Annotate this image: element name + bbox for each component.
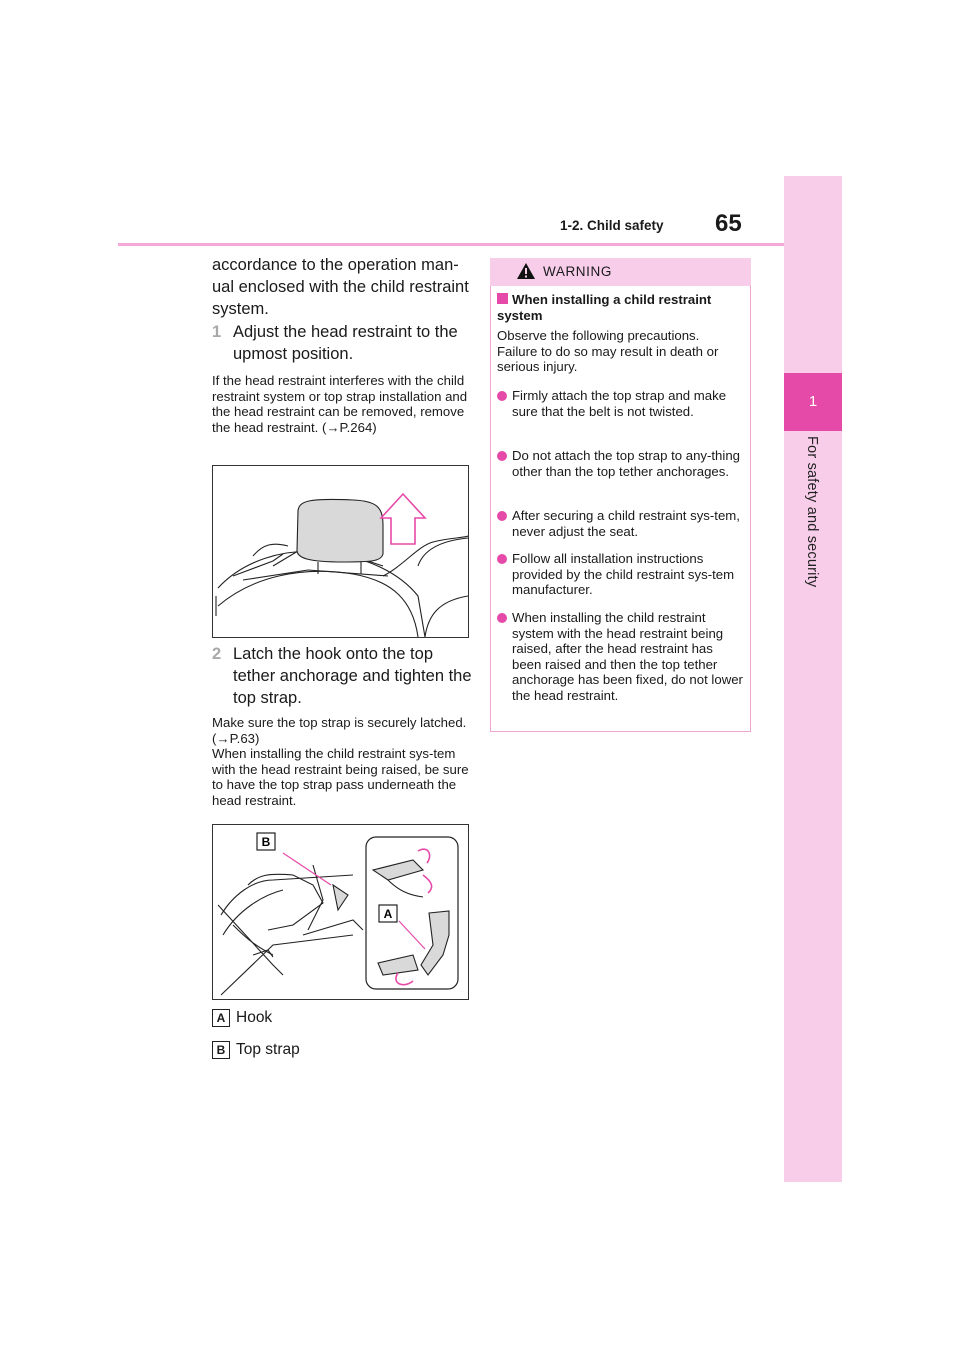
square-bullet-icon — [497, 293, 508, 304]
warning-bullet-3: After securing a child restraint sys-tem, never adjust the seat. — [512, 508, 740, 539]
top-strap-illustration — [213, 825, 468, 999]
chapter-label — [782, 436, 840, 796]
legend-item-a — [212, 1009, 272, 1027]
warning-intro: Observe the following precautions. Failure to do so may result in death or serious injury. — [497, 328, 719, 374]
warning-title: WARNING — [543, 264, 612, 279]
warning-bullet-2: Do not attach the top strap to any-thing other than the top tether anchorages. — [512, 448, 740, 479]
warning-bullet-5: When installing the child restraint system with the head restraint being raised, after the head restraint has been raised and then the top tether anchorage has been fixed, do not lower the head restraint. — [512, 610, 743, 703]
bullet-icon — [497, 391, 507, 401]
legend-key-a: A — [212, 1009, 230, 1027]
legend-text-a: Hook — [236, 1009, 273, 1027]
warning-bullet-1: Firmly attach the top strap and make sure that the belt is not twisted. — [512, 388, 727, 419]
figure-label-a: A — [383, 907, 393, 921]
header-rule — [118, 243, 784, 246]
warning-heading — [497, 292, 743, 323]
warning-heading-text: When installing a child restraint system — [497, 292, 712, 323]
step-2-number: 2 — [212, 645, 222, 663]
warning-triangle-icon — [516, 262, 536, 280]
bullet-icon — [497, 451, 507, 461]
legend-key-b: B — [212, 1041, 230, 1059]
bullet-icon — [497, 613, 507, 623]
head-restraint-figure — [212, 465, 469, 638]
step-1-text: Adjust the head restraint to the upmost position. — [233, 323, 458, 363]
legend-text-b: Top strap — [236, 1041, 300, 1059]
intro-text: accordance to the operation man- ual enclosed with the child restraint system. — [212, 256, 469, 318]
top-strap-figure — [212, 824, 469, 1000]
chapter-number: 1 — [784, 373, 842, 431]
chapter-label-text: For safety and security — [804, 436, 820, 588]
step-1-number: 1 — [212, 323, 222, 341]
bullet-icon — [497, 554, 507, 564]
section-title: 1-2. Child safety — [560, 218, 664, 233]
step-1-note: If the head restraint interferes with the child restraint system or top strap installation and the head restraint can be removed, remove the head restraint. (→P.264) — [212, 373, 468, 435]
legend-item-b — [212, 1041, 300, 1059]
step-2-text: Latch the hook onto the top tether anchorage and tighten the top strap. — [233, 645, 472, 707]
step-2-note: Make sure the top strap is securely latched. (→P.63) When installing the child restraint sys-tem with the head restraint being raised, be sure to have the top strap pass underneath the head restraint. — [212, 715, 469, 808]
bullet-icon — [497, 511, 507, 521]
figure-label-b: B — [261, 835, 271, 849]
page-number: 65 — [715, 210, 742, 237]
head-restraint-illustration — [213, 466, 468, 637]
warning-bullet-4: Follow all installation instructions provided by the child restraint sys-tem manufacturer. — [512, 551, 735, 597]
